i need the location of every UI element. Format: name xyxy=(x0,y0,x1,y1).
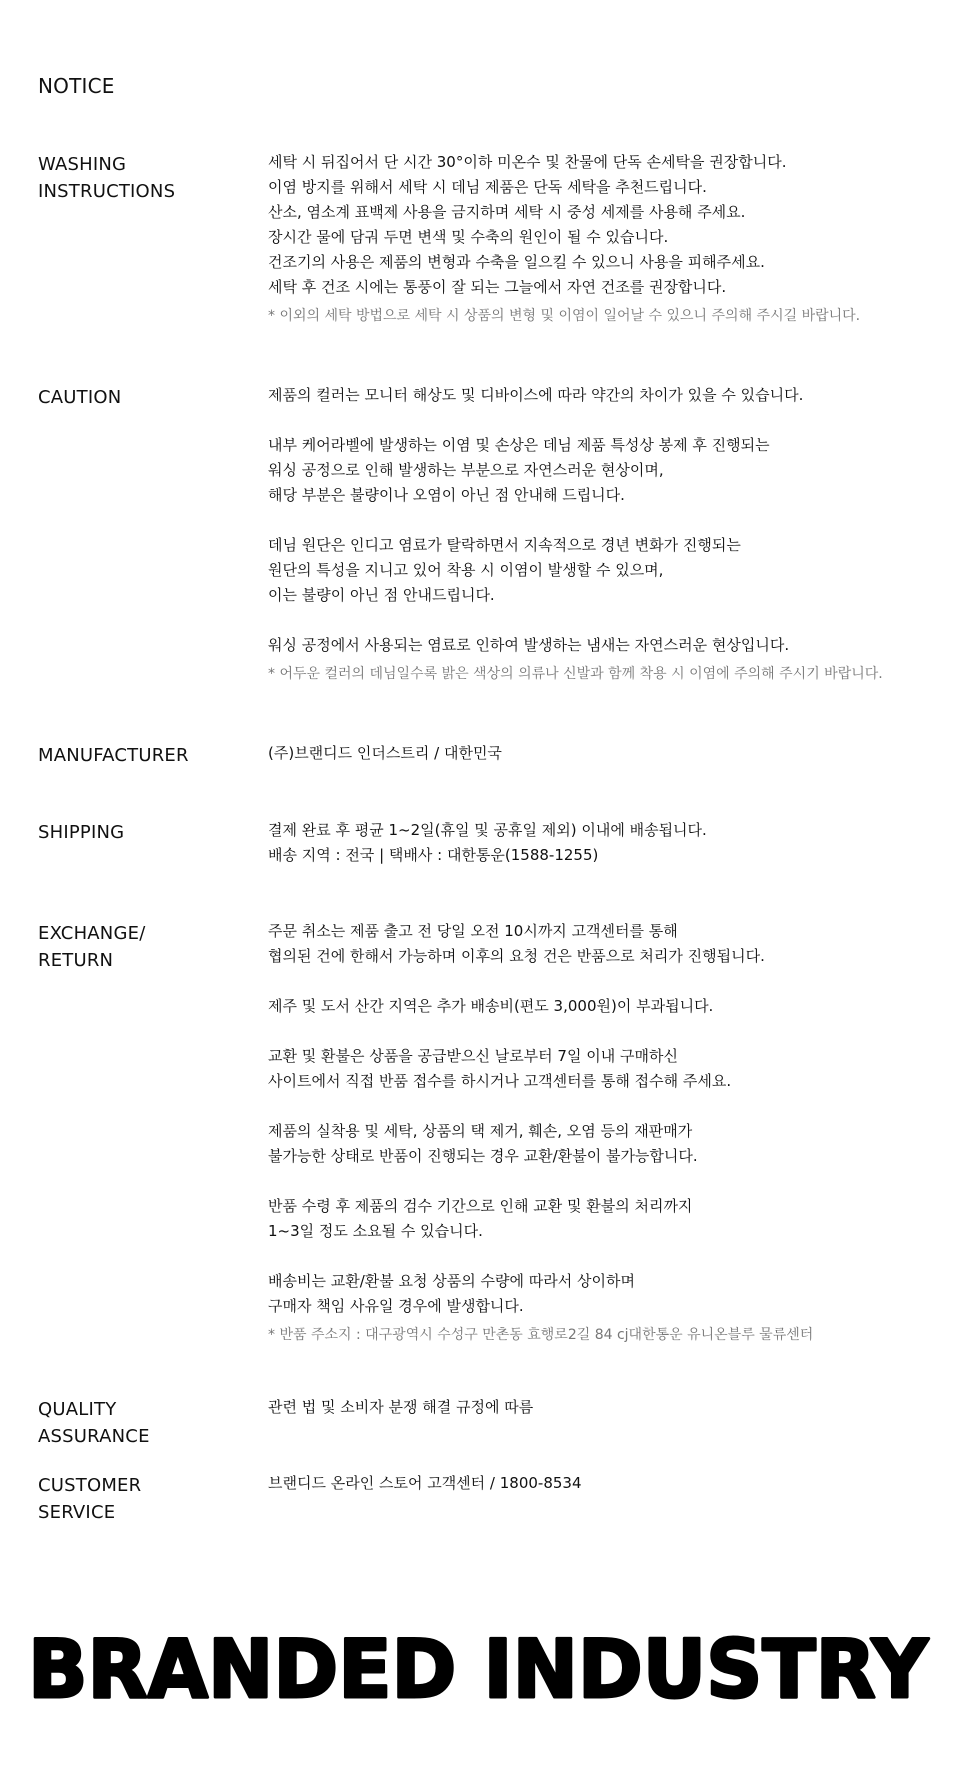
manufacturer-label xyxy=(38,742,238,769)
quality-body xyxy=(268,1395,948,1420)
text-line: 워싱 공정으로 인해 발생하는 부분으로 자연스러운 현상이며, xyxy=(268,461,664,479)
text-line: 산소, 염소계 표백제 사용을 금지하며 세탁 시 중성 세제를 사용해 주세요. xyxy=(268,203,746,221)
text-line: 장시간 물에 담궈 두면 변색 및 수축의 원인이 될 수 있습니다. xyxy=(268,228,669,246)
label-line: WASHING xyxy=(38,154,127,175)
washing-note: * 이외의 세탁 방법으로 세탁 시 상품의 변형 및 이염이 일어날 수 있으니 주의해 주시길 바랍니다. xyxy=(268,308,861,324)
caution-note: * 어두운 컬러의 데님일수록 밝은 색상의 의류나 신발과 함께 착용 시 이염에 주의해 주시기 바랍니다. xyxy=(268,666,883,682)
exchange-note: * 반품 주소지 : 대구광역시 수성구 만촌동 효행로2길 84 cj대한통운 유니온블루 물류센터 xyxy=(268,1327,814,1343)
text-line: (주)브랜디드 인더스트리 / 대한민국 xyxy=(268,744,502,762)
text-line: 제품의 실착용 및 세탁, 상품의 택 제거, 훼손, 오염 등의 재판매가 xyxy=(268,1122,693,1140)
text-line: 원단의 특성을 지니고 있어 착용 시 이염이 발생할 수 있으며, xyxy=(268,561,664,579)
text-line: 세탁 후 건조 시에는 통풍이 잘 되는 그늘에서 자연 건조를 권장합니다. xyxy=(268,278,727,296)
text-line: 결제 완료 후 평균 1~2일(휴일 및 공휴일 제외) 이내에 배송됩니다. xyxy=(268,821,707,839)
manufacturer-body xyxy=(268,741,948,766)
text-line: 1~3일 정도 소요될 수 있습니다. xyxy=(268,1222,483,1240)
text-line: 이염 방지를 위해서 세탁 시 데님 제품은 단독 세탁을 추천드립니다. xyxy=(268,178,707,196)
label-line: MANUFACTURER xyxy=(38,745,189,766)
text-line: 브랜디드 온라인 스토어 고객센터 / 1800-8534 xyxy=(268,1474,582,1492)
caution-label xyxy=(38,384,238,411)
washing-body xyxy=(268,150,948,326)
text-line: 구매자 책임 사유일 경우에 발생합니다. xyxy=(268,1297,524,1315)
label-line: SERVICE xyxy=(38,1502,116,1523)
text-line: 내부 케어라벨에 발생하는 이염 및 손상은 데님 제품 특성상 봉제 후 진행되는 xyxy=(268,436,770,454)
label-line: ASSURANCE xyxy=(38,1426,150,1447)
quality-label xyxy=(38,1396,238,1450)
text-line: 교환 및 환불은 상품을 공급받으신 날로부터 7일 이내 구매하신 xyxy=(268,1047,678,1065)
label-line: EXCHANGE/ xyxy=(38,923,146,944)
text-line: 불가능한 상태로 반품이 진행되는 경우 교환/환불이 불가능합니다. xyxy=(268,1147,698,1165)
shipping-label xyxy=(38,819,238,846)
text-line: 배송 지역 : 전국 | 택배사 : 대한통운(1588-1255) xyxy=(268,846,599,864)
text-line: 사이트에서 직접 반품 접수를 하시거나 고객센터를 통해 접수해 주세요. xyxy=(268,1072,732,1090)
label-line: SHIPPING xyxy=(38,822,125,843)
brand-text: BRANDED INDUSTRY xyxy=(28,1625,930,1705)
caution-body xyxy=(268,383,948,684)
text-line: 데님 원단은 인디고 염료가 탈락하면서 지속적으로 경년 변화가 진행되는 xyxy=(268,536,741,554)
text-line: 이는 불량이 아닌 점 안내드립니다. xyxy=(268,586,495,604)
text-line: 관련 법 및 소비자 분쟁 해결 규정에 따름 xyxy=(268,1398,534,1416)
text-line: 주문 취소는 제품 출고 전 당일 오전 10시까지 고객센터를 통해 xyxy=(268,922,678,940)
label-line: QUALITY xyxy=(38,1399,117,1420)
label-line: INSTRUCTIONS xyxy=(38,181,176,202)
washing-label xyxy=(38,151,238,205)
brand-logo xyxy=(28,1625,932,1705)
text-line: 반품 수령 후 제품의 검수 기간으로 인해 교환 및 환불의 처리까지 xyxy=(268,1197,693,1215)
text-line: 제주 및 도서 산간 지역은 추가 배송비(편도 3,000원)이 부과됩니다. xyxy=(268,997,714,1015)
text-line: 세탁 시 뒤집어서 단 시간 30°이하 미온수 및 찬물에 단독 손세탁을 권장합니다. xyxy=(268,153,787,171)
text-line: 해당 부분은 불량이나 오염이 아닌 점 안내해 드립니다. xyxy=(268,486,625,504)
service-label xyxy=(38,1472,238,1526)
text-line: 협의된 건에 한해서 가능하며 이후의 요청 건은 반품으로 처리가 진행됩니다. xyxy=(268,947,765,965)
text-line: 건조기의 사용은 제품의 변형과 수축을 일으킬 수 있으니 사용을 피해주세요. xyxy=(268,253,765,271)
service-body xyxy=(268,1471,948,1496)
exchange-body xyxy=(268,919,948,1345)
label-line: CAUTION xyxy=(38,387,122,408)
text-line: 배송비는 교환/환불 요청 상품의 수량에 따라서 상이하며 xyxy=(268,1272,635,1290)
text-line: 제품의 컬러는 모니터 해상도 및 디바이스에 따라 약간의 차이가 있을 수 있습니다. xyxy=(268,386,804,404)
text-line: 워싱 공정에서 사용되는 염료로 인하여 발생하는 냄새는 자연스러운 현상입니다. xyxy=(268,636,790,654)
notice-title: NOTICE xyxy=(38,74,115,98)
label-line: CUSTOMER xyxy=(38,1475,142,1496)
shipping-body xyxy=(268,818,948,868)
label-line: RETURN xyxy=(38,950,114,971)
exchange-label xyxy=(38,920,238,974)
